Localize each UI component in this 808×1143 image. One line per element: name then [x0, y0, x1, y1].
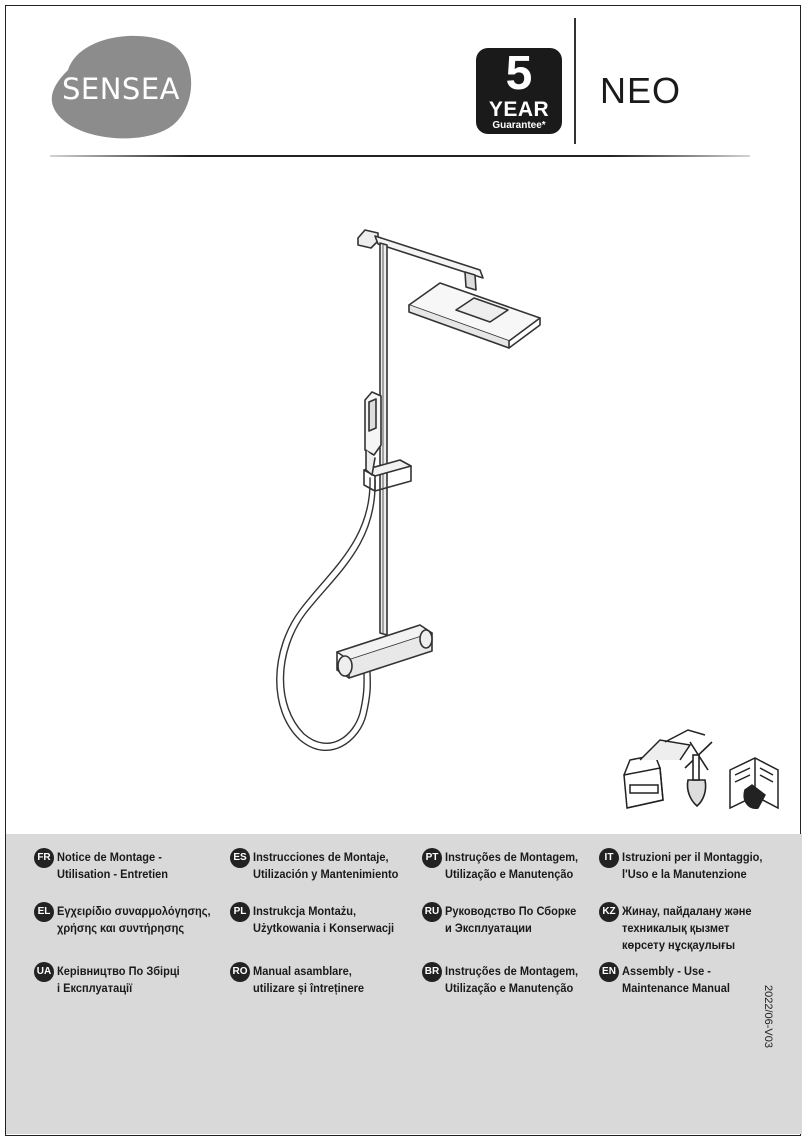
shower-hose — [277, 478, 371, 750]
lang-code-badge: BR — [422, 962, 442, 982]
overhead-arm — [375, 236, 483, 278]
lang-code-badge: KZ — [599, 902, 619, 922]
lang-title: Assembly - Use - Maintenance Manual — [622, 964, 730, 995]
lang-code-badge: ES — [230, 848, 250, 868]
lang-code-badge: FR — [34, 848, 54, 868]
lang-title: Notice de Montage - Utilisation - Entretien — [57, 850, 169, 881]
lang-title: Instruções de Montagem, Utilização e Manutenção — [445, 850, 579, 881]
lang-code-badge: UA — [34, 962, 54, 982]
lang-fr — [34, 849, 178, 883]
lang-code-badge: EL — [34, 902, 54, 922]
brand-name: SENSEA — [62, 72, 180, 106]
lang-pt — [422, 849, 590, 883]
lang-code-badge: PT — [422, 848, 442, 868]
lang-es — [230, 849, 411, 883]
lang-title: Istruzioni per il Montaggio, l'Uso e la Manutenzione — [622, 850, 763, 881]
top-elbow — [358, 230, 378, 248]
lang-title: Instrukcja Montażu, Użytkowania i Konserwacji — [253, 904, 395, 935]
lang-code-badge: EN — [599, 962, 619, 982]
lang-br — [422, 963, 590, 997]
lang-title: Εγχειρίδιο συναρμολόγησης, χρήσης και συντήρησης — [57, 904, 211, 935]
lang-kz — [599, 903, 763, 954]
lang-title: Instrucciones de Montaje, Utilización y Mantenimiento — [253, 850, 399, 881]
lang-el — [34, 903, 224, 937]
lang-title: Керівництво По Збірці і Експлуатації — [57, 964, 180, 995]
lang-ru — [422, 903, 588, 937]
do-not-use-knife-icon — [685, 742, 712, 806]
lang-ua — [34, 963, 190, 997]
lang-code-badge: RO — [230, 962, 250, 982]
document-code-text: 2022/06-V03 — [762, 985, 774, 1048]
lang-ro — [230, 963, 374, 997]
lang-code-badge: RU — [422, 902, 442, 922]
guarantee-years: 5 — [505, 47, 533, 100]
lang-en — [599, 963, 739, 997]
model-name: NEO — [600, 70, 682, 111]
lang-title: Жинау, пайдалану және техникалық қызмет көрсету нұсқаулығы — [622, 904, 752, 952]
guarantee-year-label: YEAR — [488, 98, 550, 121]
lang-it — [599, 849, 775, 883]
lang-title: Руководство По Сборке и Эксплуатации — [445, 904, 577, 935]
lang-title: Instruções de Montagem, Utilização e Manutenção — [445, 964, 579, 995]
guarantee-label: Guarantee* — [492, 120, 546, 131]
lang-pl — [230, 903, 406, 937]
lang-code-badge: PL — [230, 902, 250, 922]
lang-code-badge: IT — [599, 848, 619, 868]
read-manual-icon — [730, 758, 778, 808]
document-code — [760, 985, 808, 1048]
lang-title: Manual asamblare, utilizare și întreținere — [253, 964, 365, 995]
